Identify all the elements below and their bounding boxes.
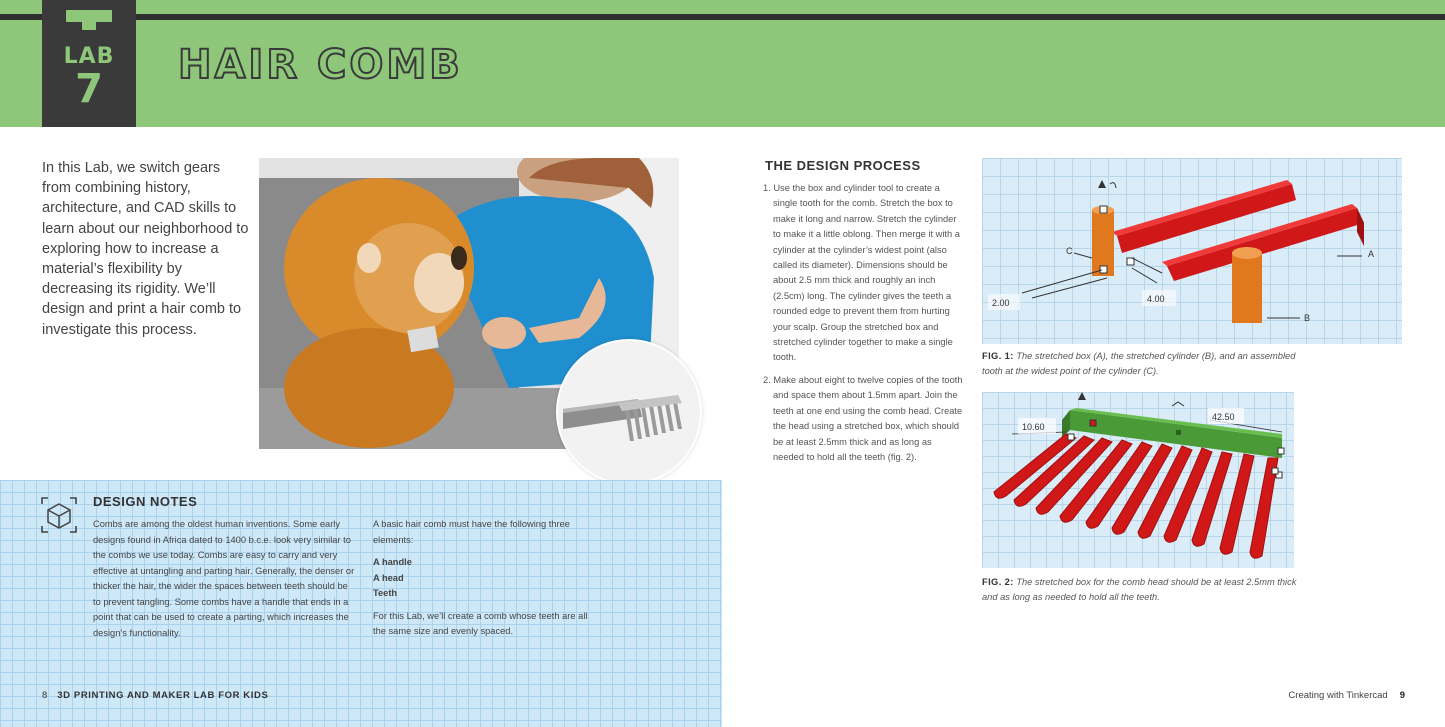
fig1-label-a: A [1368, 249, 1375, 259]
design-notes-body: Combs are among the oldest human inventions. Some early designs found in Africa dated to 1400 b.c.e. look very similar to the combs we use today. Combs are easy to carry and very effective at untangling and parting hair. Generally, the denser or thicker the hair, the wider the spaces between teeth should be to prevent tangling. Some combs have a handle that ends in a point that can be used to create a parting, which increases the design’s functionality. [93, 519, 355, 638]
figure-2-cad [982, 392, 1294, 568]
element-head: A head [373, 572, 404, 583]
element-teeth: Teeth [373, 588, 398, 598]
chapter-title: Creating with Tinkercad [1288, 690, 1388, 701]
fig2-dim-right: 42.50 [1212, 412, 1235, 422]
figure-1-cad [982, 158, 1402, 344]
lab-badge [42, 0, 136, 127]
design-notes-title: DESIGN NOTES [93, 494, 198, 509]
element-handle: A handle [373, 557, 412, 567]
design-notes-elements [373, 517, 598, 647]
fig1-dim-right: 4.00 [1147, 294, 1165, 304]
book-title: 3D PRINTING AND MAKER LAB FOR KIDS [57, 690, 269, 701]
badge-notch [66, 10, 112, 22]
comb-closeup [556, 339, 702, 485]
page-title: HAIR COMB [178, 42, 463, 88]
page-number-right: 9 [1399, 690, 1405, 701]
header-rule [0, 14, 1445, 20]
fig1-dim-left: 2.00 [992, 298, 1010, 308]
elements-outro: For this Lab, we’ll create a comb whose teeth are all the same size and evenly spaced. [373, 610, 588, 636]
fig1-label-b: B [1304, 313, 1311, 323]
fig2-dim-left: 10.60 [1022, 422, 1045, 432]
fig2-caption-text: The stretched box for the comb head should be at least 2.5mm thick and as long as needed to hold all the teeth. [982, 577, 1297, 603]
lab-label: LAB [63, 44, 115, 69]
fig1-caption-label: FIG. 1: [982, 351, 1014, 361]
footer-left [42, 690, 268, 701]
figure-1 [982, 158, 1402, 344]
intro-text: In this Lab, we switch gears from combining history, architecture, and CAD skills to learn about our neighborhood to exploring how to increase a material’s flexibility by decreasing its rigidity. We’ll design and print a hair comb to investigate this process. [42, 160, 249, 338]
figure-2 [982, 392, 1294, 568]
badge-notch-stem [82, 22, 96, 30]
elements-intro: A basic hair comb must have the following three elements: [373, 519, 570, 545]
lab-number: 7 [75, 66, 103, 112]
figure-1-caption [982, 349, 1302, 380]
fig1-caption-text: The stretched box (A), the stretched cylinder (B), and an assembled tooth at the widest point of the cylinder (C). [982, 351, 1296, 377]
comb-icon [558, 341, 700, 483]
cube-icon [40, 496, 78, 534]
design-process-title: THE DESIGN PROCESS [765, 158, 921, 173]
step-1: 1. Use the box and cylinder tool to create a single tooth for the comb. Stretch the box to make it long and narrow. Stretch the cylinder to make it a little oblong. Then merge it with a cylinder at the cylinder’s widest point (also called its diameter). Dimensions should be about 2.5 mm thick and roughly an inch (2.5cm) long. The cylinder gives the teeth a rounded edge to prevent them from hurting your scalp. Group the stretched box and stretched cylinder together to make a single tooth. [763, 183, 960, 363]
fig2-caption-label: FIG. 2: [982, 577, 1014, 587]
design-process-steps [763, 181, 965, 472]
figure-2-caption [982, 575, 1302, 606]
page-number-left: 8 [42, 690, 48, 701]
fig1-label-c: C [1066, 246, 1073, 256]
footer-right [1288, 690, 1405, 701]
step-2: 2. Make about eight to twelve copies of the tooth and space them about 1.5mm apart. Join the teeth at one end using the comb head. Create the head using a stretched box, which should be at least 2.5mm thick and as long as needed to hold all the teeth (fig. 2). [763, 374, 963, 462]
